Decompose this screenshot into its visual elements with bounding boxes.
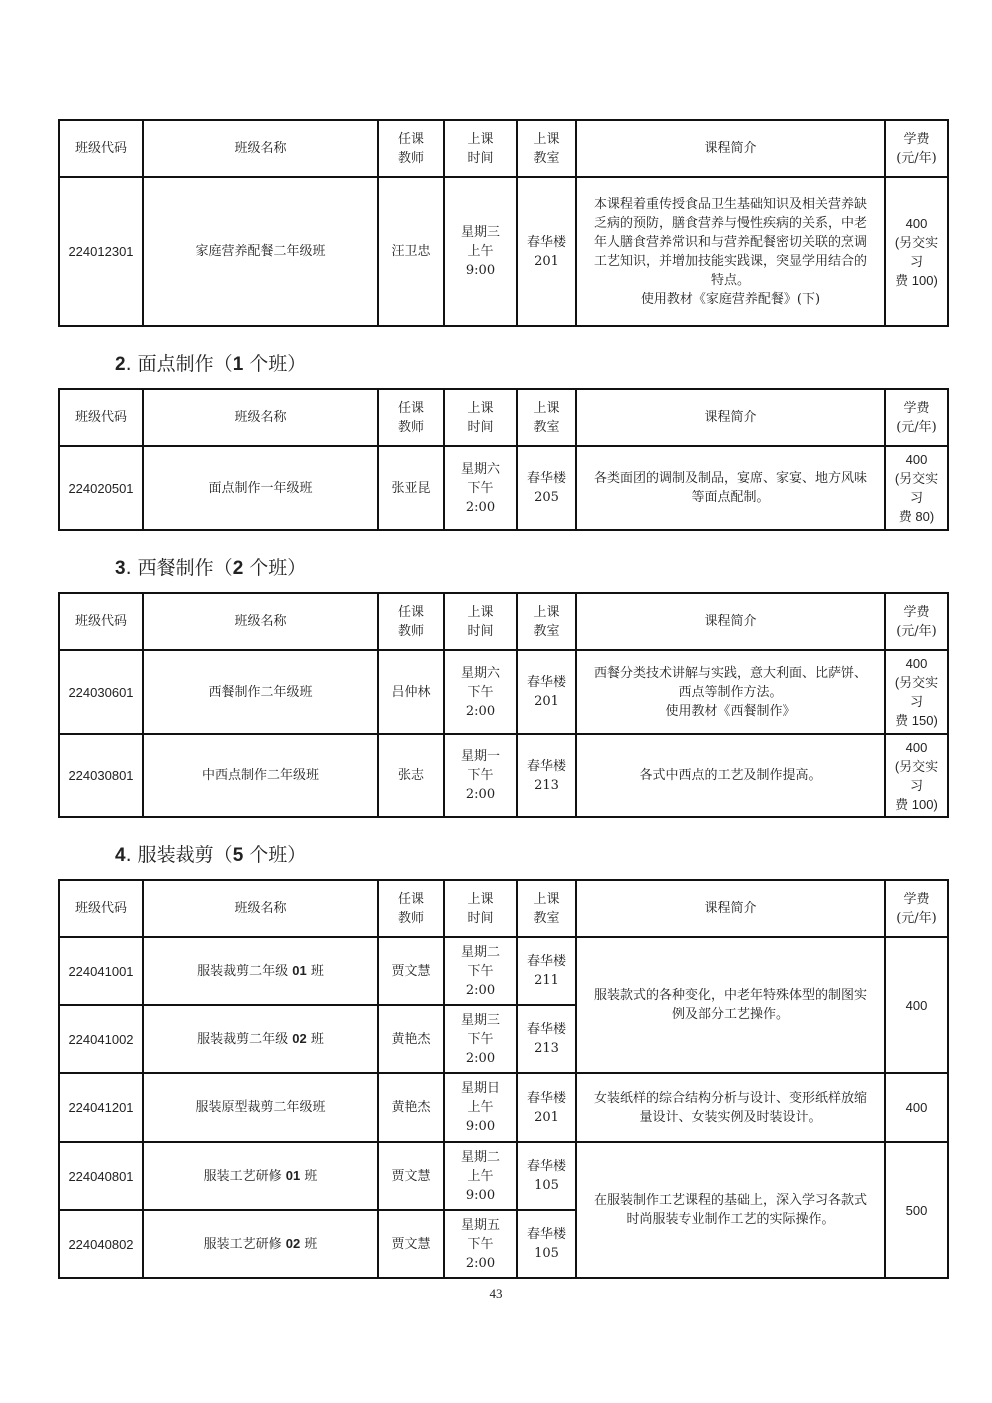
class-name: 西餐制作二年级班 (143, 650, 378, 734)
header-fee: 学费 (元/年) (885, 593, 948, 650)
course-description: 在服装制作工艺课程的基础上，深入学习各款式 时尚服装专业制作工艺的实际操作。 (576, 1142, 885, 1278)
header-code: 班级代码 (59, 120, 143, 177)
header-name: 班级名称 (143, 389, 378, 446)
header-teacher: 任课 教师 (378, 880, 444, 937)
classroom: 春华楼 205 (517, 446, 576, 530)
table-header-row (59, 120, 948, 177)
tuition-fee: 400 (另交实习 费 80) (885, 446, 948, 530)
class-time: 星期二 上午 9:00 (444, 1142, 517, 1210)
teacher: 吕仲林 (378, 650, 444, 734)
teacher: 贾文慧 (378, 1142, 444, 1210)
course-table-western (58, 592, 949, 818)
classroom: 春华楼 213 (517, 1005, 576, 1073)
table-header-row (59, 389, 948, 446)
section-heading-pastry: 2. 面点制作（1 个班） (115, 353, 307, 375)
class-time: 星期三 上午 9:00 (444, 177, 517, 326)
header-name: 班级名称 (143, 880, 378, 937)
teacher: 汪卫忠 (378, 177, 444, 326)
tuition-fee: 400 (885, 1073, 948, 1142)
teacher: 贾文慧 (378, 1210, 444, 1278)
page-content (58, 119, 947, 1279)
header-time: 上课 时间 (444, 120, 517, 177)
class-code: 224030801 (59, 734, 143, 817)
header-teacher: 任课 教师 (378, 593, 444, 650)
table-row (59, 937, 948, 1005)
class-time: 星期日 上午 9:00 (444, 1073, 517, 1142)
class-name: 服装裁剪二年级 01 班 (143, 937, 378, 1005)
header-room: 上课 教室 (517, 389, 576, 446)
header-room: 上课 教室 (517, 880, 576, 937)
header-time: 上课 时间 (444, 389, 517, 446)
class-time: 星期二 下午 2:00 (444, 937, 517, 1005)
tuition-fee: 500 (885, 1142, 948, 1278)
course-table-pastry (58, 388, 949, 531)
teacher: 黄艳杰 (378, 1005, 444, 1073)
class-code: 224040802 (59, 1210, 143, 1278)
header-code: 班级代码 (59, 880, 143, 937)
tuition-fee: 400 (另交实习 费 100) (885, 734, 948, 817)
course-description: 西餐分类技术讲解与实践，意大利面、比萨饼、 西点等制作方法。 使用教材《西餐制作》 (576, 650, 885, 734)
course-description: 各类面团的调制及制品，宴席、家宴、地方风味 等面点配制。 (576, 446, 885, 530)
class-time: 星期六 下午 2:00 (444, 650, 517, 734)
classroom: 春华楼 105 (517, 1142, 576, 1210)
table-row (59, 177, 948, 326)
table-row (59, 650, 948, 734)
class-time: 星期三 下午 2:00 (444, 1005, 517, 1073)
table-row (59, 446, 948, 530)
class-name: 中西点制作二年级班 (143, 734, 378, 817)
header-fee: 学费 (元/年) (885, 880, 948, 937)
class-code: 224012301 (59, 177, 143, 326)
class-time: 星期六 下午 2:00 (444, 446, 517, 530)
header-desc: 课程简介 (576, 389, 885, 446)
class-name: 服装裁剪二年级 02 班 (143, 1005, 378, 1073)
table-header-row (59, 593, 948, 650)
header-desc: 课程简介 (576, 880, 885, 937)
classroom: 春华楼 211 (517, 937, 576, 1005)
class-code: 224041002 (59, 1005, 143, 1073)
header-name: 班级名称 (143, 120, 378, 177)
class-code: 224041201 (59, 1073, 143, 1142)
table-row (59, 1073, 948, 1142)
course-description: 服装款式的各种变化，中老年特殊体型的制图实 例及部分工艺操作。 (576, 937, 885, 1073)
teacher: 张亚昆 (378, 446, 444, 530)
classroom: 春华楼 213 (517, 734, 576, 817)
header-name: 班级名称 (143, 593, 378, 650)
course-table-nutrition (58, 119, 949, 327)
class-name: 家庭营养配餐二年级班 (143, 177, 378, 326)
header-fee: 学费 (元/年) (885, 120, 948, 177)
header-desc: 课程简介 (576, 120, 885, 177)
class-code: 224030601 (59, 650, 143, 734)
classroom: 春华楼 201 (517, 1073, 576, 1142)
header-time: 上课 时间 (444, 880, 517, 937)
table-row (59, 1142, 948, 1210)
classroom: 春华楼 105 (517, 1210, 576, 1278)
class-time: 星期五 下午 2:00 (444, 1210, 517, 1278)
course-description: 本课程着重传授食品卫生基础知识及相关营养缺 乏病的预防，膳食营养与慢性疾病的关系，中老 年人膳食营养常识和与营养配餐密切关联的烹调 工艺知识，并增加技能实践课，突显学用结合的 特点。 使用教材《家庭营养配餐》(下) (576, 177, 885, 326)
header-code: 班级代码 (59, 593, 143, 650)
class-name: 服装工艺研修 02 班 (143, 1210, 378, 1278)
course-table-tailoring (58, 879, 949, 1279)
tuition-fee: 400 (另交实习 费 150) (885, 650, 948, 734)
header-teacher: 任课 教师 (378, 120, 444, 177)
class-code: 224020501 (59, 446, 143, 530)
teacher: 贾文慧 (378, 937, 444, 1005)
section-heading-western: 3. 西餐制作（2 个班） (115, 557, 307, 579)
table-header-row (59, 880, 948, 937)
classroom: 春华楼 201 (517, 177, 576, 326)
header-room: 上课 教室 (517, 593, 576, 650)
course-description: 女装纸样的综合结构分析与设计、变形纸样放缩 量设计、女装实例及时装设计。 (576, 1073, 885, 1142)
classroom: 春华楼 201 (517, 650, 576, 734)
class-name: 服装原型裁剪二年级班 (143, 1073, 378, 1142)
header-code: 班级代码 (59, 389, 143, 446)
header-desc: 课程简介 (576, 593, 885, 650)
class-name: 面点制作一年级班 (143, 446, 378, 530)
class-code: 224040801 (59, 1142, 143, 1210)
header-teacher: 任课 教师 (378, 389, 444, 446)
teacher: 黄艳杰 (378, 1073, 444, 1142)
teacher: 张志 (378, 734, 444, 817)
class-name: 服装工艺研修 01 班 (143, 1142, 378, 1210)
header-fee: 学费 (元/年) (885, 389, 948, 446)
class-code: 224041001 (59, 937, 143, 1005)
header-time: 上课 时间 (444, 593, 517, 650)
class-time: 星期一 下午 2:00 (444, 734, 517, 817)
tuition-fee: 400 (另交实习 费 100) (885, 177, 948, 326)
section-heading-tailoring: 4. 服装裁剪（5 个班） (115, 844, 307, 866)
tuition-fee: 400 (885, 937, 948, 1073)
course-description: 各式中西点的工艺及制作提高。 (576, 734, 885, 817)
page-number: 43 (489, 1286, 503, 1301)
table-row (59, 734, 948, 817)
header-room: 上课 教室 (517, 120, 576, 177)
